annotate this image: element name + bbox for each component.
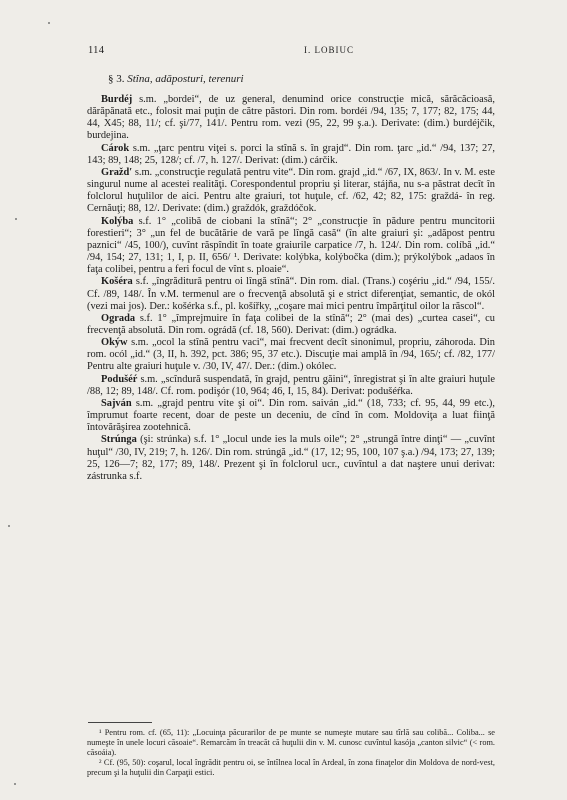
headword: Graždʹ [101,166,133,178]
entry-text: s.m. „grajd pentru vite şi oi“. Din rom. saiván „id.“ (18, 733; cf. 95, 44, 99 etc.), împrumut foarte recent, doar de peste un deceniu, de cînd în com. Moldoviţa a luat fiinţă întovărăşirea zootehnică. [87,397,495,434]
entry-text: s.m. „ocol la stînă pentru vaci“, mai frecvent decît sinonimul, propriu, záhoroda. Din rom. ocól „id.“ (3, II, h. 392, pct. 386; 95, 37 etc.). Discuţie mai amplă în /94, 165/; cf. /82, 177/ Pentru alte graiuri huţule v. /30, IV, 47/. Der.: (dim.) okólec. [87,337,495,373]
headword: Sajván [101,397,132,409]
entry-burdej [87,94,495,143]
entry-text: s.f. „îngrăditură pentru oi lîngă stînă“. Din rom. dial. (Trans.) coşériu „id.“ /94, 155/. Cf. /89, 148/. În v.M. termenul are o frecvenţă absolută şi e strict diferenţiat, semantic, de okól (vezi mai jos). Der.: košérka s.f., pl. košířky, „coşare mai mici pentru împărţitul oilor la răscol“. [87,276,495,312]
page-number: 114 [88,45,105,56]
footnotes [87,728,495,778]
entry-text: s.m. „ţarc pentru viţei s. porci la stînă s. în grajd“. Din rom. ţarc „id.“ /94, 137; 27, 143; 89, 148; 25, 128/; cf. /7, h. 127/. Derivat: (dim.) cárčik. [87,142,495,166]
paper-speck [48,22,50,24]
entry-text: s.m. „scîndură suspendată, în grajd, pentru găini“, înregistrat şi în alte graiuri huţule /88, 12; 89, 148/. Cf. rom. podişór (10, 964; 46, I, 15, 84). Derivat: podušéŕka. [87,373,495,397]
section-mark: § 3. [108,73,125,85]
entry-podusher [87,374,495,398]
running-title: I. LOBIUC [304,45,354,55]
entry-text: s.m. „construcţie regulată pentru vite“. Din rom. grajd „id.“ /67, IX, 863/. In v. M. este singurul nume al acestei realităţi. Corespondentul propriu şi literar, stájňa, nu s-a păstrat decît în folclorul huţulilor de aici. Pentru alte graiuri, tot huţule, cf. /62, 42; 82, 175: graždá- în reg. Cernăuţi; 88, 12/. Derivate: (dim.) graždók, graždóčok. [87,166,495,215]
entry-text: (şi: strúnka) s.f. 1° „locul unde ies la muls oile“; 2° „strungă între dinţi“ — „cuvînt huţul“ /30, IV, 219; 7, h. 126/. Din rom. strúngă „id.“ (17, 12; 95, 100, 107 ş.a.) /94, 173; 27, 139; 25, 126—7; 82, 177; 89, 148/. Prezent şi în folclorul ucr., cuvîntul a dat naştere unui derivat: zástrunka s.f. [87,434,495,482]
headword: Ograda [101,312,136,324]
entry-strunga [87,434,495,483]
headword: Strúnga [101,434,137,446]
dictionary-body [87,94,495,483]
entry-text: s.m. „bordei“, de uz general, denumind orice construcţie mică, sărăcăcioasă, dărăpănată etc., folosit mai puţin de către păstori. Din rom. bordéi /94, 135; 7, 177; 82, 175; 44, 44, X45; 88, 11/; cf. şi/77, 141/. Pentru rom. vezi (95, 22, 99 ş.a.). Derivate: (dim.) burdéjčik, burdejina. [87,94,495,142]
headword: Kolýba [101,215,134,227]
entry-text: s.f. 1° „împrejmuire în faţa colibei de la stînă“; 2° (mai des) „curtea casei“, cu frecvenţă absolută. Din rom. ográdă (cf. 18, 560). Derivat: (dim.) ográdka. [87,312,495,336]
paper-speck [14,783,16,785]
headword: Burdéj [101,94,133,105]
headword: Podušéŕ [101,373,138,385]
entry-ograda [87,313,495,337]
entry-text: s.f. 1° „colibă de ciobani la stînă“; 2° „construcţie în pădure pentru muncitorii forestieri“; 3° „un fel de bucătărie de vară pe lîngă casă“ (în alte graiuri şi: „adăpost pentru paznici“ /45, 100/), cuvînt răspîndit în toate graiurile carpatice /7, h. 124/. Din rom. colíbă „id.“ /94, 154; 27, 131; 1, I, p. II, 656/ ¹. Derivate: kolýbka, kolýbočka (dim.); prýkolýbok „adaos în faţa colibei, pentru a feri focul de vînt s. ploaie“. [87,215,495,276]
entry-sajvan [87,398,495,434]
footnote-divider [88,722,152,723]
headword: Košéra [101,276,133,288]
headword: Cárok [101,142,130,154]
entry-grazd [87,167,495,216]
section-heading [108,73,408,85]
entry-kolyba [87,216,495,277]
entry-koshera [87,276,495,312]
section-title: Stîna, adăposturi, terenuri [127,73,244,85]
entry-okyw [87,337,495,373]
paper-speck [15,218,17,220]
paper-speck [8,525,10,527]
entry-carok [87,143,495,167]
footnote-1: ¹ Pentru rom. cf. (65, 11): „Locuinţa păcurarilor de pe munte se numeşte mutare sau tîrlă sau colibă... Coliba... se numeşte în unele locuri căsoaie“. Remarcăm în treacăt că huţulii din v. M. cunosc cuvîntul kasója „canton silvic“ (< rom. căsoáia). [87,728,495,758]
headword: Okýw [101,337,128,349]
footnote-2: ² Cf. (95, 50): coşarul, local îngrădit pentru oi, se întîlnea local în Ardeal, în zona finaţelor din Moldova de nord-vest, precum şi la huţulii din Carpaţii estici. [87,758,495,778]
